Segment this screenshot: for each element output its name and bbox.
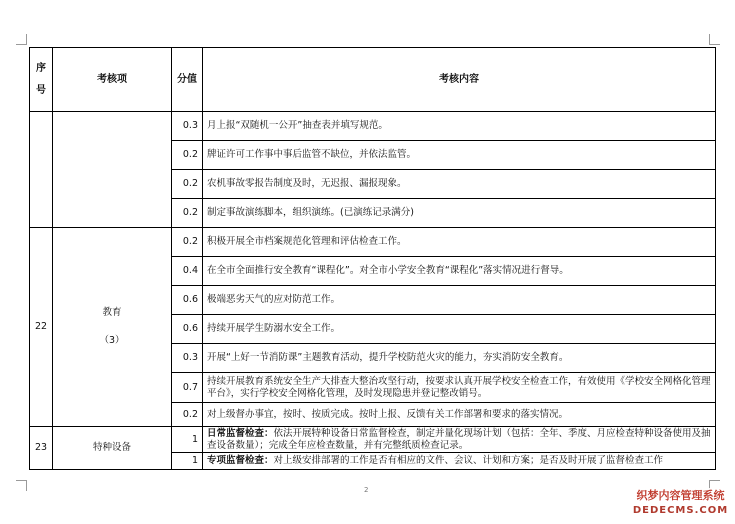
watermark-logo	[626, 488, 735, 524]
content-text: 对上级安排部署的工作是否有相应的文件、会议、计划和方案；是否及时开展了监督检查工作	[273, 455, 664, 466]
content-cell: 牌证许可工作事中事后监管不缺位，并依法监管。	[203, 141, 716, 170]
content-cell: 在全市全面推行安全教育“课程化”。对全市小学安全教育“课程化”落实情况进行督导。	[203, 257, 716, 286]
content-text: 依法开展特种设备日常监督检查，制定并量化现场计划（包括：全年、季度、月应检查特种设备使用及抽查设备数量）；完成全年应检查数量，并有完整纸质检查记录。	[207, 427, 711, 451]
score-cell: 0.6	[172, 286, 203, 315]
table-header-row	[30, 48, 716, 112]
score-cell: 0.7	[172, 373, 203, 403]
content-cell: 农机事故零报告制度及时，无迟报、漏报现象。	[203, 170, 716, 199]
content-cell: 极端恶劣天气的应对防范工作。	[203, 286, 716, 315]
watermark-domain: DEDECMS.COM	[632, 505, 729, 516]
content-cell: 持续开展教育系统安全生产大排查大整治攻坚行动，按要求认真开展学校安全检查工作，有效使用《学校安全网格化管理平台》，实行学校安全网格化管理，及时发现隐患并登记整改销号。	[203, 373, 716, 403]
row-number: 22	[30, 228, 53, 427]
row-number: 23	[30, 427, 53, 470]
watermark-title: 织梦内容管理系统	[636, 489, 725, 502]
score-cell: 0.2	[172, 199, 203, 228]
category-cell	[53, 112, 172, 228]
content-cell: 月上报“双随机一公开”抽查表并填写规范。	[203, 112, 716, 141]
table-row	[30, 427, 716, 453]
content-cell: 开展“上好一节消防课”主题教育活动，提升学校防范火灾的能力，夯实消防安全教育。	[203, 344, 716, 373]
score-cell: 0.2	[172, 141, 203, 170]
table-row	[30, 228, 716, 257]
score-cell: 0.2	[172, 170, 203, 199]
category-cell: 特种设备	[53, 427, 172, 470]
category-cell	[53, 228, 172, 427]
header-item: 考核项	[53, 48, 172, 112]
header-no: 序 号	[30, 48, 53, 112]
content-cell: 持续开展学生防溺水安全工作。	[203, 315, 716, 344]
content-prefix: 专项监督检查：	[207, 455, 274, 466]
content-cell	[203, 427, 716, 453]
header-score: 分值	[172, 48, 203, 112]
score-cell: 0.3	[172, 344, 203, 373]
score-cell: 0.6	[172, 315, 203, 344]
header-content: 考核内容	[203, 48, 716, 112]
content-cell: 积极开展全市档案规范化管理和评估检查工作。	[203, 228, 716, 257]
content-cell: 对上级督办事宜，按时、按质完成。按时上报、反馈有关工作部署和要求的落实情况。	[203, 403, 716, 427]
crop-mark-top-right	[709, 34, 720, 45]
score-cell: 0.2	[172, 403, 203, 427]
score-cell: 1	[172, 453, 203, 470]
row-number	[30, 112, 53, 228]
score-cell: 1	[172, 427, 203, 453]
content-cell: 制定事故演练脚本，组织演练。(已演练记录满分)	[203, 199, 716, 228]
category-score: （3）	[99, 335, 125, 346]
table-row	[30, 112, 716, 141]
page-number: 2	[364, 486, 369, 494]
content-prefix: 日常监督检查：	[207, 427, 274, 439]
score-cell: 0.4	[172, 257, 203, 286]
score-cell: 0.3	[172, 112, 203, 141]
content-cell	[203, 453, 716, 470]
assessment-table	[29, 47, 716, 470]
crop-mark-bottom-left	[16, 480, 27, 491]
category-name: 教育	[102, 307, 122, 318]
crop-mark-top-left	[16, 34, 27, 45]
score-cell: 0.2	[172, 228, 203, 257]
